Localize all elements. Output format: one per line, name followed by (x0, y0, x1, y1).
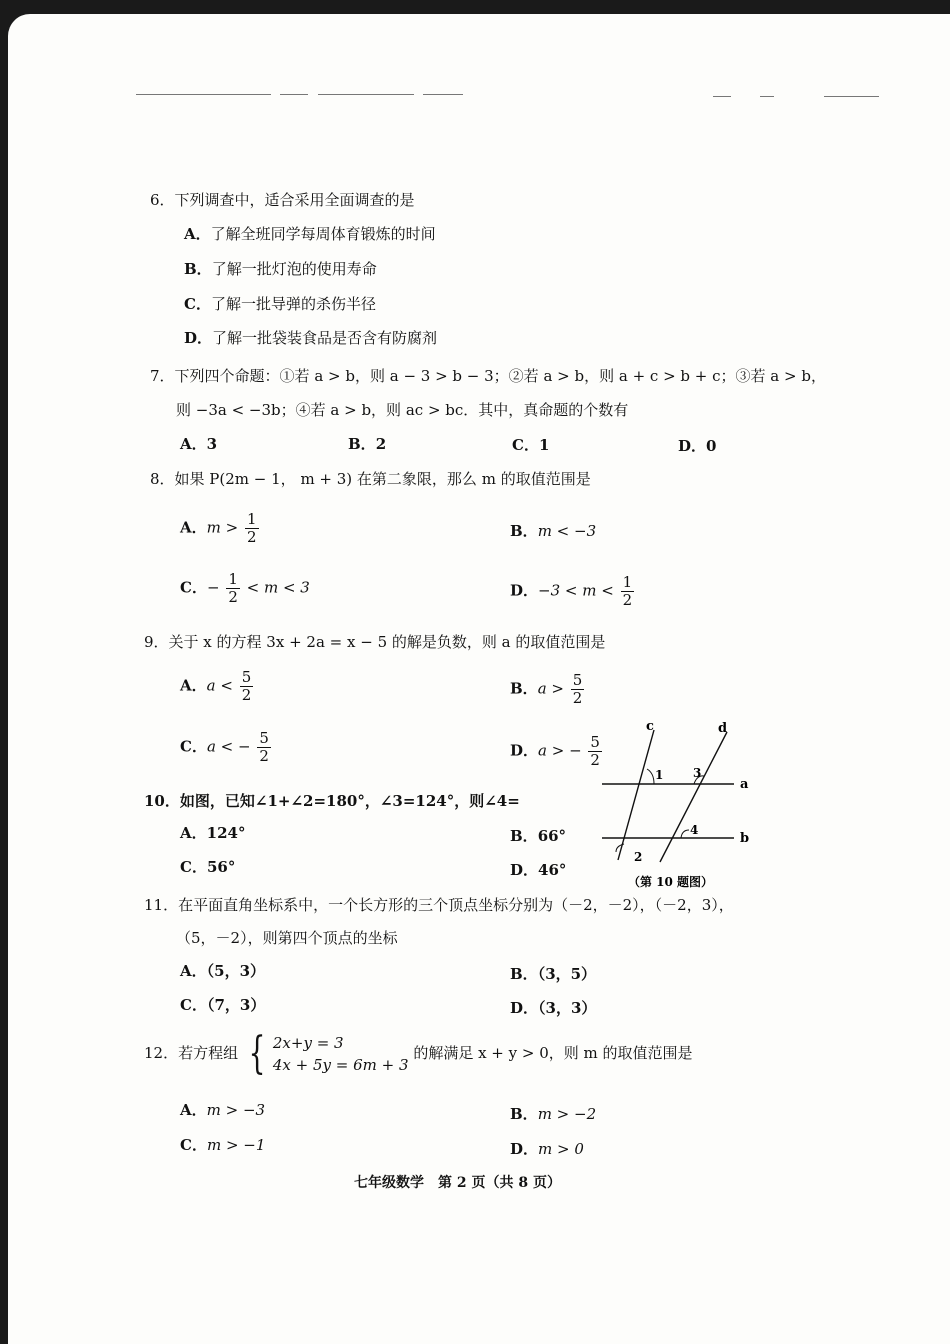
label-2: 2 (634, 850, 643, 864)
label-a: a (740, 777, 749, 792)
q9-stem: 9．关于 x 的方程 3x + 2a = x − 5 的解是负数，则 a 的取值范围是 (144, 633, 606, 651)
q12-option-d: D．m > 0 (510, 1140, 584, 1158)
exam-page (8, 14, 950, 1344)
q8-option-a: A．m > $\frac{1}{2}$ (180, 510, 257, 546)
q11-option-d: D．（3，3） (510, 999, 597, 1017)
q11-option-a: A．（5，3） (180, 962, 266, 980)
fraction: $\frac{1}{2}$ (622, 573, 633, 609)
q8-stem: 8．如果 P(2m − 1， m + 3) 在第二象限，那么 m 的取值范围是 (150, 470, 591, 488)
line-d (660, 732, 727, 862)
page-footer: 七年级数学 第 2 页（共 8 页） (354, 1175, 561, 1191)
label-1: 1 (655, 768, 664, 782)
equation-2: 4x + 5y = 6m + 3 (272, 1056, 409, 1074)
q12-option-b: B．m > −2 (510, 1105, 597, 1123)
q7-option-d: D．0 (678, 437, 717, 455)
header-rule (136, 94, 271, 95)
q7-stem-line2: 则 −3a < −3b；④若 a > b，则 ac > bc．其中，真命题的个数有 (176, 401, 629, 419)
angle-4-arc (681, 830, 689, 838)
q12-option-a: A．m > −3 (180, 1101, 266, 1119)
q11-stem-line2: （5，－2），则第四个顶点的坐标 (176, 929, 398, 947)
q6-option-a: A．了解全班同学每周体育锻炼的时间 (184, 225, 436, 243)
q12-stem: 12．若方程组 { 2x+y = 3 4x + 5y = 6m + 3 的解满足 x + y > 0，则 m 的取值范围是 (144, 1028, 693, 1079)
q7-option-a: A．3 (180, 435, 218, 453)
line-c (618, 730, 654, 860)
q11-option-b: B．（3，5） (510, 965, 597, 983)
q7-option-b: B．2 (348, 435, 387, 453)
q10-option-b: B．66° (510, 827, 567, 845)
q6-option-b: B．了解一批灯泡的使用寿命 (184, 260, 377, 278)
header-rule (280, 94, 308, 95)
header-rule (760, 96, 774, 97)
q9-option-b: B．a > $\frac{5}{2}$ (510, 671, 583, 707)
q10-option-d: D．46° (510, 861, 567, 879)
q8-option-b: B．m < −3 (510, 522, 597, 540)
angle-1-arc (647, 769, 654, 784)
fraction: $\frac{5}{2}$ (259, 729, 269, 765)
equation-1: 2x+y = 3 (272, 1034, 344, 1052)
q8-option-c: C．− $\frac{1}{2}$ < m < 3 (180, 570, 310, 606)
fraction: $\frac{5}{2}$ (590, 733, 600, 769)
fraction: $\frac{5}{2}$ (241, 668, 252, 704)
q6-option-c: C．了解一批导弹的杀伤半径 (184, 295, 376, 313)
label-4: 4 (690, 823, 699, 837)
q11-option-c: C．（7，3） (180, 996, 266, 1014)
brace-symbol: { (248, 1028, 266, 1079)
label-b: b (740, 831, 750, 846)
q12-option-c: C．m > −1 (180, 1136, 266, 1154)
q7-stem-line1: 7．下列四个命题：①若 a > b，则 a − 3 > b − 3；②若 a > b，则 a + c > b + c；③若 a > b， (150, 367, 826, 385)
header-rule (423, 94, 463, 95)
label-d: d (718, 721, 728, 736)
q8-option-d: D．−3 < m < $\frac{1}{2}$ (510, 573, 633, 609)
label-3: 3 (693, 766, 702, 780)
q6-option-d: D．了解一批袋装食品是否含有防腐剂 (184, 329, 438, 347)
q10-option-a: A．124° (180, 824, 246, 842)
header-rule (713, 96, 731, 97)
fraction: $\frac{1}{2}$ (246, 510, 257, 546)
q9-option-c: C．a < − $\frac{5}{2}$ (180, 729, 269, 765)
q10-figure (594, 720, 774, 890)
q7-option-c: C．1 (512, 436, 550, 454)
label-c: c (646, 720, 654, 734)
header-rule (824, 96, 879, 97)
header-rule (318, 94, 414, 95)
fraction: $\frac{1}{2}$ (228, 570, 238, 606)
q10-stem: 10．如图，已知∠1+∠2=180°，∠3=124°，则∠4= (144, 792, 520, 810)
q11-stem-line1: 11．在平面直角坐标系中，一个长方形的三个顶点坐标分别为（－2，－2），（－2，3）， (144, 896, 734, 914)
equation-system (243, 1028, 409, 1079)
figure-caption: （第 10 题图） (628, 875, 714, 889)
q10-option-c: C．56° (180, 858, 236, 876)
q9-option-d: D．a > − $\frac{5}{2}$ (510, 733, 600, 769)
q9-option-a: A．a < $\frac{5}{2}$ (180, 668, 252, 704)
fraction: $\frac{5}{2}$ (572, 671, 583, 707)
q6-stem: 6．下列调查中，适合采用全面调查的是 (150, 191, 415, 209)
